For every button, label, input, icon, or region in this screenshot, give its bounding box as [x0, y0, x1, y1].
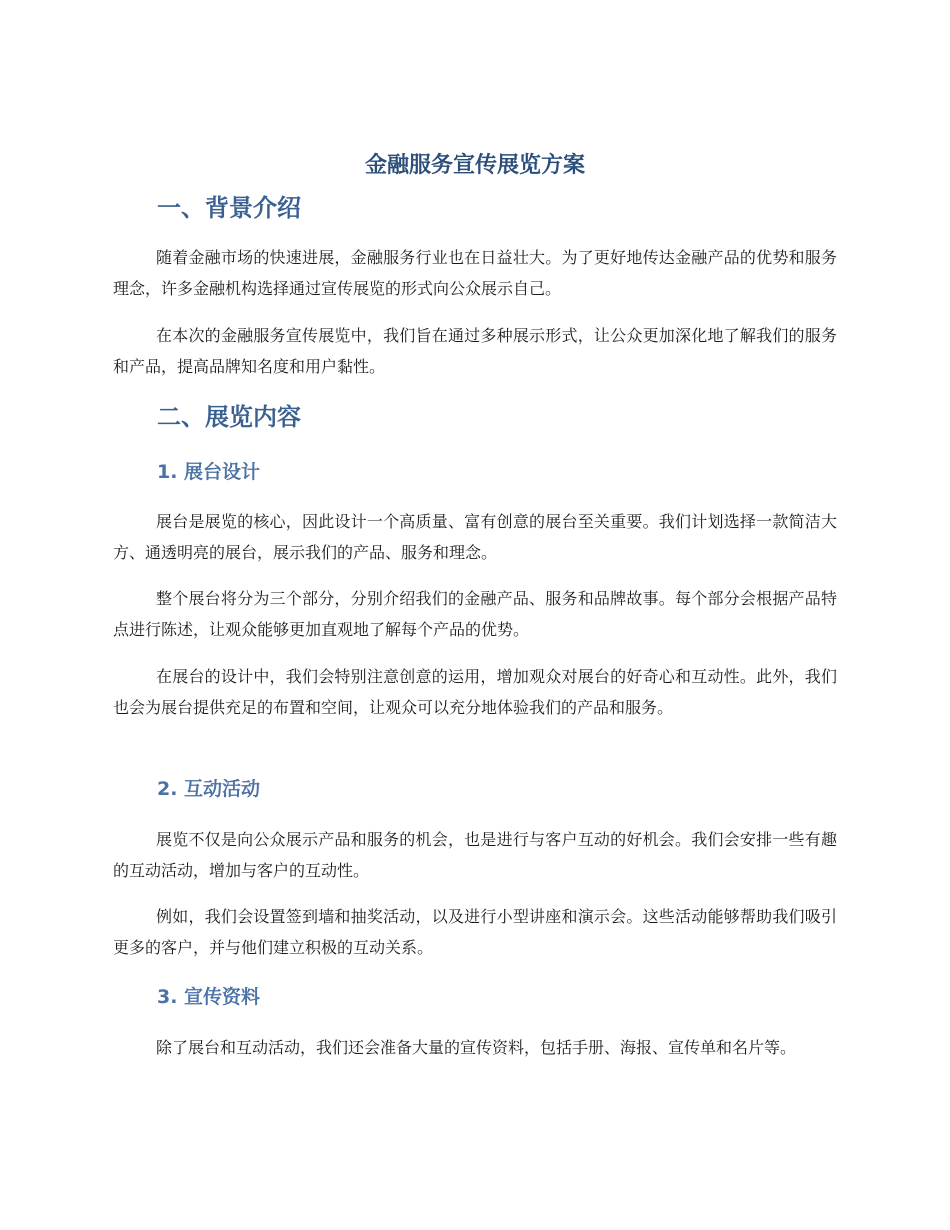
paragraph: 展台是展览的核心，因此设计一个高质量、富有创意的展台至关重要。我们计划选择一款简洁大方、通透明亮的展台，展示我们的产品、服务和理念。	[113, 512, 837, 562]
section-heading-background: 一、背景介绍	[157, 194, 301, 222]
paragraph: 在本次的金融服务宣传展览中，我们旨在通过多种展示形式，让公众更加深化地了解我们的服务和产品，提高品牌知名度和用户黏性。	[113, 326, 837, 376]
paragraph: 展览不仅是向公众展示产品和服务的机会，也是进行与客户互动的好机会。我们会安排一些有趣的互动活动，增加与客户的互动性。	[113, 830, 837, 880]
paragraph: 除了展台和互动活动，我们还会准备大量的宣传资料，包括手册、海报、宣传单和名片等。	[156, 1038, 797, 1057]
section-heading-content: 二、展览内容	[157, 403, 301, 431]
subsection-heading-booth-design: 1. 展台设计	[157, 461, 261, 483]
paragraph: 随着金融市场的快速进展，金融服务行业也在日益壮大。为了更好地传达金融产品的优势和服务理念，许多金融机构选择通过宣传展览的形式向公众展示自己。	[113, 248, 837, 298]
subsection-heading-promo-materials: 3. 宣传资料	[157, 986, 261, 1008]
paragraph: 整个展台将分为三个部分，分别介绍我们的金融产品、服务和品牌故事。每个部分会根据产品特点进行陈述，让观众能够更加直观地了解每个产品的优势。	[113, 589, 837, 639]
paragraph: 在展台的设计中，我们会特别注意创意的运用，增加观众对展台的好奇心和互动性。此外，我们也会为展台提供充足的布置和空间，让观众可以充分地体验我们的产品和服务。	[113, 667, 837, 717]
paragraph: 例如，我们会设置签到墙和抽奖活动，以及进行小型讲座和演示会。这些活动能够帮助我们吸引更多的客户，并与他们建立积极的互动关系。	[113, 907, 837, 957]
subsection-heading-interactive-activities: 2. 互动活动	[157, 778, 261, 800]
document-title: 金融服务宣传展览方案	[364, 153, 585, 178]
